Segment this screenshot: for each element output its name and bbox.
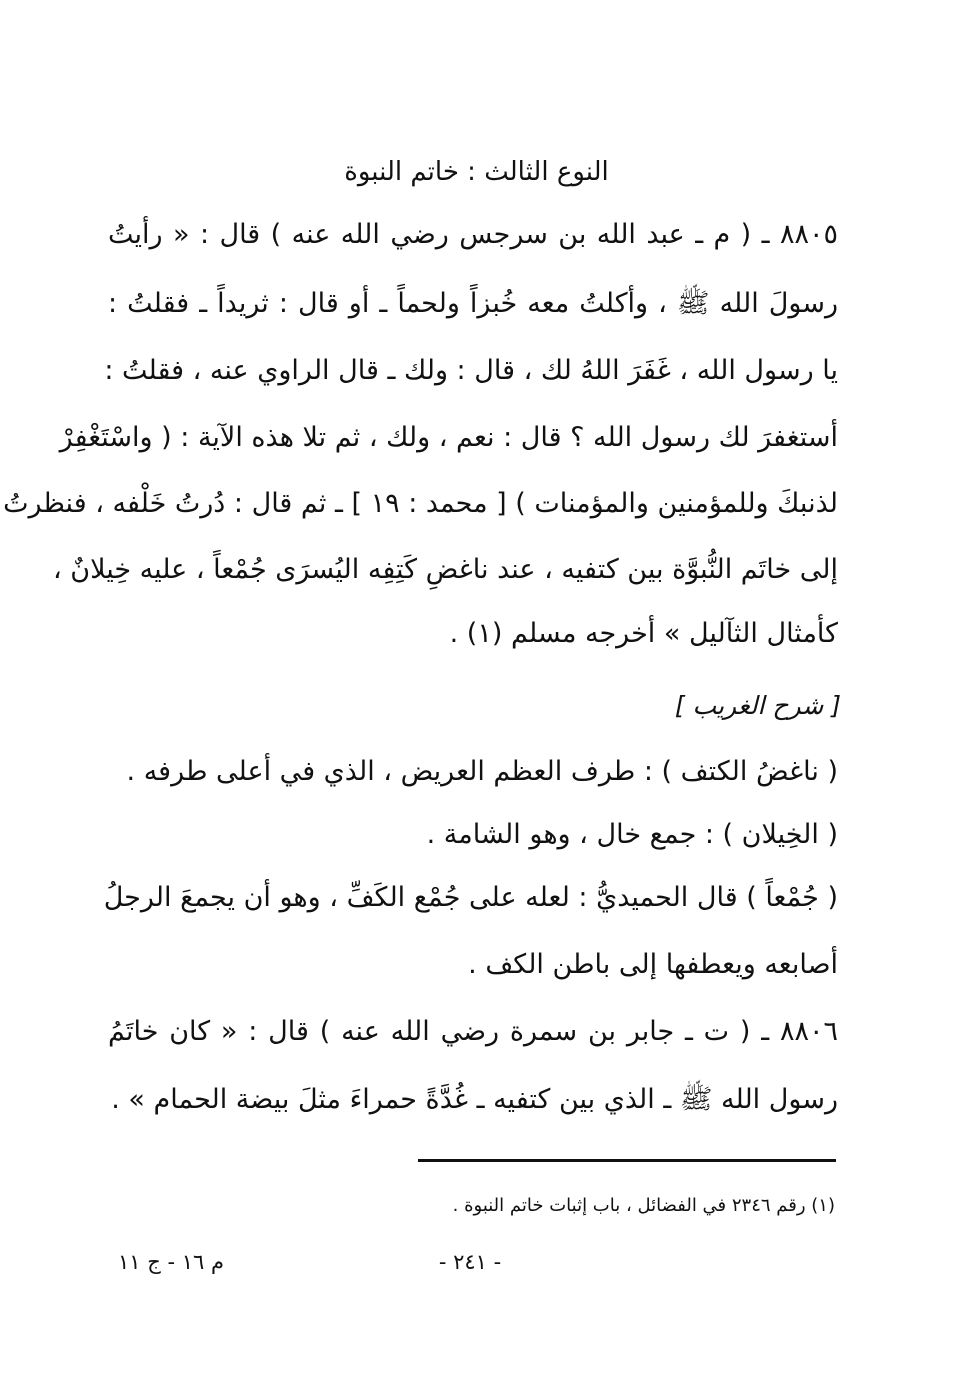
hadith-8805-line-1: ٨٨٠٥ ـ ( م ـ عبد الله بن سرجس رضي الله عنه ) قال : « رأيتُ bbox=[108, 219, 838, 250]
gharib-heading: [ شرح الغريب ] bbox=[674, 691, 841, 720]
hadith-8806-line-1: ٨٨٠٦ ـ ( ت ـ جابر بن سمرة رضي الله عنه ) قال : « كان خاتَمُ bbox=[108, 1016, 838, 1047]
hadith-8805-line-4: أستغفرَ لك رسول الله ؟ قال : نعم ، ولك ، ثم تلا هذه الآية : ( واسْتَغْفِرْ bbox=[59, 422, 838, 453]
hadith-8805-line-7: كأمثال الثآليل » أخرجه مسلم (١) . bbox=[449, 618, 838, 649]
hadith-8805-line-6: إلى خاتَم النُّبوَّة بين كتفيه ، عند ناغضِ كَتِفِه اليُسرَى جُمْعاً ، عليه خِيلانٌ ، bbox=[52, 554, 838, 585]
footnote-separator bbox=[418, 1159, 836, 1162]
page-number: - ٢٤١ - bbox=[438, 1250, 502, 1274]
gharib-line-1: ( ناغضُ الكتف ) : طرف العظم العريض ، الذي في أعلى طرفه . bbox=[126, 756, 838, 787]
hadith-8805-line-5: لذنبكَ وللمؤمنين والمؤمنات ) [ محمد : ١٩ ] ـ ثم قال : دُرتُ خَلْفه ، فنظرتُ bbox=[3, 488, 838, 519]
hadith-8805-line-2: رسولَ الله ﷺ ، وأكلتُ معه خُبزاً ولحماً ـ أو قال : ثريداً ـ فقلتُ : bbox=[108, 288, 838, 319]
section-title: النوع الثالث : خاتم النبوة bbox=[344, 157, 609, 187]
hadith-8806-line-2: رسول الله ﷺ ـ الذي بين كتفيه ـ غُدَّةً حمراءَ مثلَ بيضة الحمام » . bbox=[111, 1084, 838, 1115]
gharib-line-4: أصابعه ويعطفها إلى باطن الكف . bbox=[468, 949, 838, 980]
signature-mark: م ١٦ - ج ١١ bbox=[118, 1250, 224, 1274]
gharib-line-2: ( الخِيلان ) : جمع خال ، وهو الشامة . bbox=[426, 819, 838, 850]
footnote: (١) رقم ٢٣٤٦ في الفضائل ، باب إثبات خاتم النبوة . bbox=[452, 1195, 835, 1216]
hadith-8805-line-3: يا رسول الله ، غَفَرَ اللهُ لك ، قال : ولك ـ قال الراوي عنه ، فقلتُ : bbox=[104, 355, 838, 386]
gharib-line-3: ( جُمْعاً ) قال الحميديُّ : لعله على جُمْع الكَفِّ ، وهو أن يجمعَ الرجلُ bbox=[103, 882, 838, 913]
